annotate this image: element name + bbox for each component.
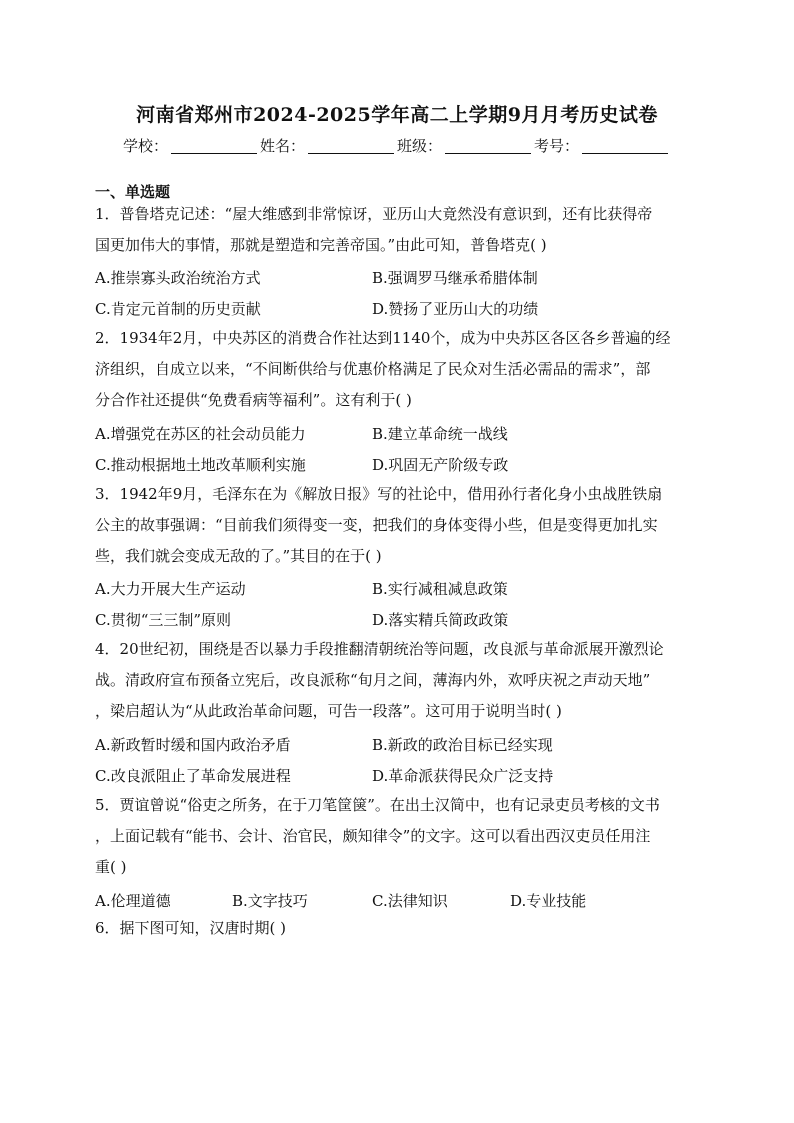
question-line: 战。清政府宣布预备立宪后，改良派称“旬月之间，薄海内外，欢呼庆祝之声动天地” — [95, 671, 651, 689]
question-line: ，梁启超认为“从此政治革命问题，可告一段落”。这可用于说明当时( ) — [95, 702, 562, 720]
option-b[interactable]: B.新政的政治目标已经实现 — [372, 736, 553, 754]
question-line: 分合作社还提供“免费看病等福利”。这有利于( ) — [95, 391, 412, 409]
question-4 — [95, 634, 700, 727]
option-a[interactable]: A.推崇寡头政治统治方式 — [95, 269, 261, 287]
question-3 — [95, 479, 700, 572]
class-label: 班级： — [397, 137, 443, 155]
option-b[interactable]: B.强调罗马继承希腊体制 — [372, 269, 538, 287]
question-2 — [95, 323, 700, 416]
name-blank[interactable] — [308, 139, 394, 154]
option-b[interactable]: B.实行减租减息政策 — [372, 580, 508, 598]
option-d[interactable]: D.赞扬了亚历山大的功绩 — [372, 300, 539, 318]
question-line: 1．普鲁塔克记述：“屋大维感到非常惊讶，亚历山大竟然没有意识到，还有比获得帝 — [95, 205, 653, 223]
exam-number-label: 考号： — [534, 137, 580, 155]
name-label: 姓名： — [259, 137, 305, 155]
student-info-row — [0, 135, 794, 156]
option-c[interactable]: C.肯定元首制的历史贡献 — [95, 300, 261, 318]
question-line: 3．1942年9月，毛泽东在为《解放日报》写的社论中，借用孙行者化身小虫战胜铁扇 — [95, 485, 663, 503]
question-line: 6．据下图可知，汉唐时期( ) — [95, 919, 287, 937]
option-c[interactable]: C.推动根据地土地改革顺利实施 — [95, 456, 306, 474]
option-a[interactable]: A.增强党在苏区的社会动员能力 — [95, 425, 306, 443]
option-d[interactable]: D.革命派获得民众广泛支持 — [372, 767, 554, 785]
option-b[interactable]: B.文字技巧 — [232, 892, 308, 910]
question-line: 5．贾谊曾说“俗吏之所务，在于刀笔筐箧”。在出土汉简中，也有记录吏员考核的文书 — [95, 796, 660, 814]
question-6 — [95, 913, 700, 944]
question-line: 2．1934年2月，中央苏区的消费合作社达到1140个，成为中央苏区各区各乡普遍的经 — [95, 329, 671, 347]
question-line: ，上面记载有“能书、会计、治官民，颇知律令”的文字。这可以看出西汉吏员任用注 — [95, 827, 651, 845]
option-d[interactable]: D.落实精兵简政政策 — [372, 611, 509, 629]
school-blank[interactable] — [171, 139, 257, 154]
page-title: 河南省郑州市2024-2025学年高二上学期9月月考历史试卷 — [136, 104, 658, 126]
question-line: 些，我们就会变成无敌的了。”其目的在于( ) — [95, 547, 382, 565]
question-5 — [95, 790, 700, 883]
question-line: 重( ) — [95, 858, 127, 876]
school-label: 学校： — [122, 137, 168, 155]
class-blank[interactable] — [445, 139, 531, 154]
option-c[interactable]: C.改良派阻止了革命发展进程 — [95, 767, 291, 785]
option-c[interactable]: C.贯彻“三三制”原则 — [95, 611, 232, 629]
option-b[interactable]: B.建立革命统一战线 — [372, 425, 508, 443]
option-c[interactable]: C.法律知识 — [372, 892, 448, 910]
option-d[interactable]: D.巩固无产阶级专政 — [372, 456, 509, 474]
question-line: 国更加伟大的事情，那就是塑造和完善帝国。”由此可知，普鲁塔克( ) — [95, 236, 547, 254]
question-line: 公主的故事强调：“目前我们须得变一变，把我们的身体变得小些，但是变得更加扎实 — [95, 516, 658, 534]
section-title: 一、单选题 — [95, 183, 171, 201]
question-line: 4．20世纪初，围绕是否以暴力手段推翻清朝统治等问题，改良派与革命派展开激烈论 — [95, 640, 664, 658]
option-d[interactable]: D.专业技能 — [510, 892, 587, 910]
question-1 — [95, 199, 700, 261]
option-a[interactable]: A.伦理道德 — [95, 892, 171, 910]
exam-number-blank[interactable] — [582, 139, 668, 154]
option-a[interactable]: A.新政暂时缓和国内政治矛盾 — [95, 736, 291, 754]
question-line: 济组织，自成立以来，“不间断供给与优惠价格满足了民众对生活必需品的需求”，部 — [95, 360, 651, 378]
option-a[interactable]: A.大力开展大生产运动 — [95, 580, 246, 598]
